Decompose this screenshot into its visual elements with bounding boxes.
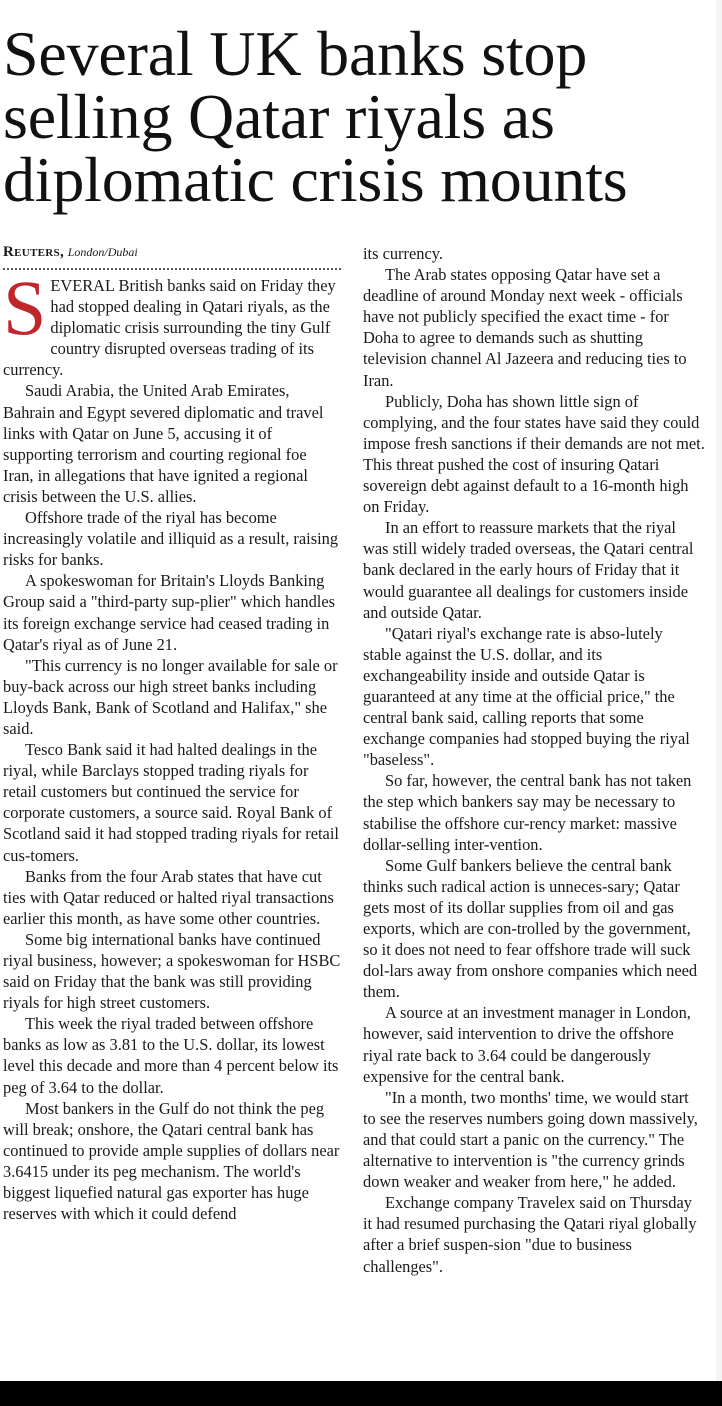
byline-agency: Reuters, [3, 244, 64, 260]
lead-text: EVERAL British banks said on Friday they had stopped dealing in Qatari riyals, as the diplomatic crisis surrounding the tiny Gulf country disrupted overseas trading of its currency. [3, 276, 336, 380]
page-edge [716, 0, 722, 1381]
paragraph: Publicly, Doha has shown little sign of complying, and the four states have said they could impose fresh sanctions if their demands are not met. This threat pushed the cost of insuring Qatari sovereign debt against default to a 16-month high on Friday. [363, 391, 705, 517]
headline: Several UK banks stop selling Qatar riyals as diplomatic crisis mounts [3, 18, 628, 215]
paragraph: Offshore trade of the riyal has become increasingly volatile and illiquid as a result, raising risks for banks. [3, 508, 339, 570]
left-column [3, 243, 341, 1224]
paragraph: Some Gulf bankers believe the central bank thinks such radical action is unneces-sary; Qatar gets most of its dollar supplies from oil and gas exports, which are con-trolled by the government, so it does not need to fear offshore trade will suck dol-lars away from onshore companies which need them. [363, 855, 698, 1002]
lead-paragraph [3, 264, 341, 380]
paragraph: "This currency is no longer available for sale or buy-back across our high street banks including Lloyds Bank, Bank of Scotland and Halifax," she said. [3, 655, 338, 738]
right-column [363, 243, 705, 1277]
paragraph: Banks from the four Arab states that have cut ties with Qatar reduced or halted riyal transactions earlier this month, as have some other countries. [3, 866, 334, 928]
paragraph: Some big international banks have continued riyal business, however; a spokeswoman for HSBC said on Friday that the bank was still providing riyals for high street customers. [3, 929, 341, 1013]
paragraph: Tesco Bank said it had halted dealings in the riyal, while Barclays stopped trading riyals for retail customers but continued the service for corporate customers, a source said. Royal Bank of Scotland said it had stopped trading riyals for retail cus-tomers. [3, 740, 339, 865]
paragraph-continuation: its currency. [363, 244, 443, 263]
byline [3, 243, 341, 270]
paragraph: The Arab states opposing Qatar have set a deadline of around Monday next week - officials have not publicly specified the exact time - for Doha to agree to demands such as shutting television channel Al Jazeera and reducing ties to Iran. [363, 265, 687, 390]
paragraph: Exchange company Travelex said on Thursday it had resumed purchasing the Qatari riyal globally after a brief suspen-sion "due to business challenges". [363, 1193, 697, 1276]
paragraph: A spokeswoman for Britain's Lloyds Banking Group said a "third-party sup-plier" which handles its foreign exchange service had ceased trading in Qatar's riyal as of June 21. [3, 571, 336, 654]
drop-cap: S [3, 264, 47, 351]
byline-location: London/Dubai [67, 245, 138, 259]
scan-bottom-border [0, 1381, 722, 1406]
paragraph: Saudi Arabia, the United Arab Emirates, Bahrain and Egypt severed diplomatic and travel links with Qatar on June 5, accusing it of supporting terrorism and courting regional foe Iran, in allegations that have ignited a regional crisis between the U.S. allies. [3, 381, 324, 506]
paragraph: "Qatari riyal's exchange rate is abso-lutely stable against the U.S. dollar, and its exchangeability inside and outside Qatar is guaranteed at any time at the official price," the central bank said, calling reports that some exchange companies had stopped buying the riyal "baseless". [363, 623, 690, 770]
paragraph: A source at an investment manager in London, however, said intervention to drive the offshore riyal rate back to 3.64 could be dangerously expensive for the central bank. [363, 1003, 691, 1086]
paragraph: So far, however, the central bank has not taken the step which bankers say may be necessary to stabilise the offshore cur-rency market: massive dollar-selling inter-vention. [363, 771, 692, 854]
paragraph: This week the riyal traded between offshore banks as low as 3.81 to the U.S. dollar, its lowest level this decade and more than 4 percent below its peg of 3.64 to the dollar. [3, 1014, 339, 1097]
paragraph: In an effort to reassure markets that the riyal was still widely traded overseas, the Qatari central bank declared in the early hours of Friday that it would guarantee all dealings for customers inside and outside Qatar. [363, 518, 694, 622]
paragraph: Most bankers in the Gulf do not think the peg will break; onshore, the Qatari central bank has continued to provide ample supplies of dollars near 3.6415 under its peg mechanism. The world's biggest liquefied natural gas exporter has huge reserves with which it could defend [3, 1098, 340, 1224]
paragraph: "In a month, two months' time, we would start to see the reserves numbers going down massively, and that could start a panic on the currency." The alternative to intervention is "the currency grinds down weaker and weaker from here," he added. [363, 1087, 698, 1192]
